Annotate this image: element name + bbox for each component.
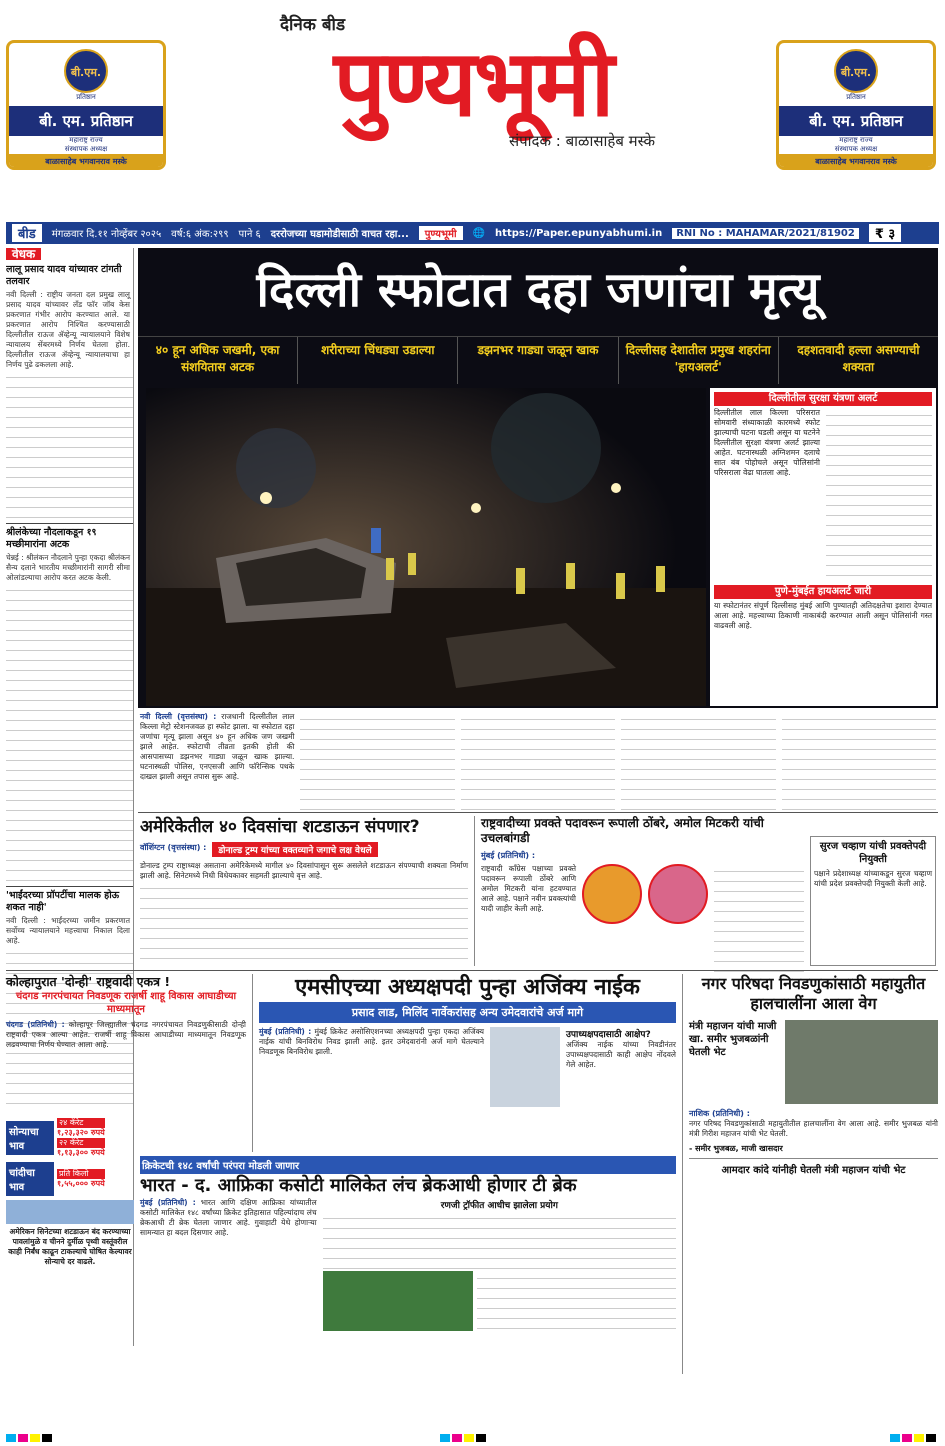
subhead: शरीराच्या चिंधड्या उडाल्या xyxy=(298,337,458,384)
story-text-continued xyxy=(6,370,133,520)
sidebar-title: दिल्लीतील सुरक्षा यंत्रणा अलर्ट xyxy=(714,392,932,406)
person-photo xyxy=(582,864,642,924)
website-link[interactable]: https://Paper.epunyabhumi.in xyxy=(495,227,663,239)
silver-label: चांदीचा भाव xyxy=(6,1162,54,1196)
lead-sidebar xyxy=(710,388,936,706)
globe-icon: 🌐 xyxy=(472,227,486,239)
story-dateline: चंदगड (प्रतिनिधी) : xyxy=(6,1020,65,1029)
subhead: डझनभर गाड्या जळून खाक xyxy=(458,337,618,384)
story-text: राष्ट्रवादी काँग्रेस पक्षाच्या प्रवक्ते पदावरून रूपाली ठोंबरे आणि अमोल मिटकरी यांना हटवण्यात आले आहे. पक्षाने नवीन प्रवक्त्यांची यादी जाहीर केली आहे. xyxy=(481,864,576,913)
gold-silver-rates xyxy=(6,1118,134,1348)
sidebar-title: पुणे-मुंबईत हायअलर्ट जारी xyxy=(714,585,932,599)
story-headline[interactable]: कोल्हापुरात 'दोन्ही' राष्ट्रवादी एकत्र ! xyxy=(6,974,171,989)
person-photo xyxy=(648,864,708,924)
story-headline[interactable]: एमसीएच्या अध्यक्षपदी पुन्हा अजिंक्य नाईक xyxy=(295,975,640,1000)
dateline-logo: पुण्यभूमी xyxy=(419,226,463,240)
us-shutdown-story xyxy=(140,816,468,966)
dateline-teaser: दररोजच्या घडामोडीसाठी वाचत रहा... xyxy=(270,229,409,240)
story-dateline: वॉशिंग्टन (वृत्तसंस्था) : xyxy=(140,843,207,852)
lead-subheads xyxy=(138,336,938,384)
suraj-chavan-story xyxy=(810,836,936,966)
photo-caption: मंत्री महाजन यांची माजी खा. समीर भुजबळांनी घेतली भेट xyxy=(689,1021,777,1058)
story-text: चेन्नई : श्रीलंकन नौदलाने पुन्हा एकदा श्रीलंकन सैन्य दलाने भारतीय मच्छीमारांनी सागरी सीमा ओलांडल्याचा आरोप करत अटक केली. xyxy=(6,553,130,582)
dateline-date: मंगळवार दि.११ नोव्हेंबर २०२५ xyxy=(51,229,162,240)
box-text: अजिंक्य नाईक यांच्या निवडीनंतर उपाध्यक्षपदासाठी काही आक्षेप नोंदवले गेले आहेत. xyxy=(566,1040,676,1069)
subhead: दिल्लीसह देशातील प्रमुख शहरांना 'हायअलर्ट' xyxy=(619,337,779,384)
story-headline[interactable]: अमेरिकेतील ४० दिवसांचा शटडाऊन संपणार? xyxy=(140,817,420,837)
stadium-photo xyxy=(323,1271,473,1331)
sidebar-text: या स्फोटानंतर संपूर्ण दिल्लीसह मुंबई आणि पुण्यातही अतिदक्षतेचा इशारा देण्यात आला आहे. महत्त्वाच्या ठिकाणी नाकाबंदी करण्यात आली असून पोलिसांनी गस्त वाढवली आहे. xyxy=(714,601,932,630)
masthead-title: पुण्यभूमी xyxy=(333,29,612,137)
box-headline: उपाध्यक्षपदासाठी आक्षेप? xyxy=(566,1030,651,1040)
blast-scene-photo xyxy=(146,388,706,706)
cricket-story xyxy=(140,1156,676,1346)
person-photo xyxy=(490,1027,560,1107)
story-text: नवी दिल्ली : राष्ट्रीय जनता दल प्रमुख लालू प्रसाद यादव यांच्यावर लँड फॉर जॉब केस प्रकरणात गंभीर आरोप करण्यात आले. या प्रकरणात आरोप निश्चित करण्यासाठी दिल्लीतील राऊज ॲव्हेन्यू न्यायालयाने विशेष न्यायालय सेंबरमध्ये निर्णय घेतला होता. दिल्लीतील राऊज ॲव्हेन्यू न्यायालयाचा हा निर्णय पुढे ढकलला आहे. xyxy=(6,290,130,369)
badge-name: बी. एम. प्रतिष्ठान xyxy=(779,106,933,136)
story-text: पक्षाने प्रदेशाध्यक्ष यांच्याकडून सुरज चव्हाण यांची प्रदेश प्रवक्तेपदी नियुक्ती केली आहे. xyxy=(814,869,932,888)
story-text: भारत आणि दक्षिण आफ्रिका यांच्यातील कसोटी मालिकेत १४८ वर्षांच्या क्रिकेट इतिहासात पहिल्यांदाच लंच ब्रेकआधी टी ब्रेक घेतला जाणार आहे. गुवाहाटी येथे होणाऱ्या सामन्यात हा बदल दिसणार आहे. xyxy=(140,1198,317,1237)
story-text: मुंबई क्रिकेट असोसिएशनच्या अध्यक्षपदी पुन्हा एकदा अजिंक्य नाईक यांची बिनविरोध निवड झाली आहे. इतर उमेदवारांनी अर्ज मागे घेतल्याने निवडणूक बिनविरोध झाली. xyxy=(259,1027,485,1056)
box-headline: आमदार कांदे यांनीही घेतली मंत्री महाजन यांची भेट xyxy=(689,1158,938,1176)
story-subhead: प्रसाद लाड, मिलिंद नार्वेकरांसह अन्य उमेदवारांचे अर्ज मागे xyxy=(259,1002,676,1023)
sidebar-text xyxy=(714,408,932,583)
badge-right xyxy=(776,40,936,170)
story-title[interactable]: 'भाईंदरच्या प्रॉपर्टीचा मालक होऊ शकत नाही' xyxy=(6,886,133,914)
masthead-tagline: दैनिक बीड xyxy=(280,15,346,35)
gold-label: सोन्याचा भाव xyxy=(6,1121,54,1155)
badge-left xyxy=(6,40,166,170)
badge-state: महाराष्ट्र राज्य xyxy=(69,136,103,144)
sidebar-text-col xyxy=(826,408,932,583)
crown-emblem-icon: बी.एम. xyxy=(64,49,108,93)
crown-emblem-icon: बी.एम. xyxy=(834,49,878,93)
print-color-marks xyxy=(440,1434,486,1442)
story-text: कोल्हापूर जिल्ह्यातील चंदगड नगरपंचायत निवडणुकीसाठी दोन्ही राष्ट्रवादी एकत्र आल्या आहेत. राजर्षी शाहू विकास आघाडीच्या माध्यमातून निवडणूक लढवण्याचा निर्णय घेण्यात आला आहे. xyxy=(6,1020,246,1049)
badge-founder: बाळासाहेब भगवानराव मस्के xyxy=(9,154,163,169)
rni-number: RNI No : MAHAMAR/2021/81902 xyxy=(672,228,859,239)
story-kicker: क्रिकेटची १४८ वर्षांची परंपरा मोडली जाणार xyxy=(140,1156,676,1174)
silver-unit: प्रति किलो xyxy=(57,1169,105,1179)
gold-note: अमेरिकन सिनेटच्या शटडाऊन बंद करण्याच्या पावलांमुळे व चीनने दुर्मीळ पृथ्वी वस्तूंवरील काही निर्बंध काढून टाकल्याचे घोषित केल्यावर सोन्याचे दर वाढले. xyxy=(8,1227,132,1266)
story-text: नगर परिषद निवडणुकांसाठी महायुतीतील हालचालींना वेग आला आहे. समीर भुजबळ यांनी मंत्री गिरीश महाजन यांची भेट घेतली. xyxy=(689,1119,938,1138)
story-text: नवी दिल्ली : भाईंदरच्या जमीन प्रकरणात सर्वोच्च न्यायालयाने महत्त्वाचा निकाल दिला आहे. xyxy=(6,916,130,945)
story-text-continued xyxy=(140,881,468,961)
story-title[interactable]: लालू प्रसाद यादव यांच्यावर टांगती तलवार xyxy=(6,264,122,287)
lead-body xyxy=(140,712,936,810)
badge-founder-title: संस्थापक अध्यक्ष xyxy=(834,145,878,153)
lead-body-col xyxy=(782,712,936,810)
story-text-continued xyxy=(323,1211,676,1271)
story-headline[interactable]: राष्ट्रवादीच्या प्रवक्ते पदावरून रूपाली ठोंबरे, अमोल मिटकरी यांची उचलबांगडी xyxy=(481,816,764,845)
story-subhead: रणजी ट्रॉफीत आधीच झालेला प्रयोग xyxy=(440,1201,558,1211)
lead-body-col xyxy=(461,712,615,810)
print-color-marks xyxy=(890,1434,936,1442)
story-text-continued xyxy=(714,864,804,974)
silver-price: १,५५,००० रुपये xyxy=(57,1179,105,1188)
badge-founder: बाळासाहेब भगवानराव मस्के xyxy=(779,154,933,169)
story-text-continued xyxy=(6,583,133,883)
gold-carat-22: २२ कॅरेट xyxy=(57,1138,105,1148)
story-dateline: मुंबई (प्रतिनिधी) : xyxy=(140,1198,196,1207)
ncp-spokesperson-story xyxy=(474,816,804,966)
sidebar-text-col: दिल्लीतील लाल किल्ला परिसरात सोमवारी संध्याकाळी कारमध्ये स्फोट झाल्याची घटना घडली असून या घटनेने दिल्लीतील सुरक्षा यंत्रणा अलर्ट झाल्या आहेत. घटनास्थळी अग्निशमन दलाचे सात बंब पोहोचले असून पोलिसांनी परिसराला वेढा घातला आहे. xyxy=(714,408,820,477)
print-color-marks xyxy=(6,1434,52,1442)
story-title[interactable]: श्रीलंकेच्या नौदलाकडून १९ मच्छीमारांना अटक xyxy=(6,523,133,551)
kolhapur-story xyxy=(6,974,246,1114)
story-text-continued xyxy=(477,1271,676,1331)
badge-emblem-sub: प्रतिष्ठान xyxy=(846,93,866,101)
lead-dateline: नवी दिल्ली (वृत्तसंस्था) : xyxy=(140,712,217,721)
story-headline[interactable]: भारत - द. आफ्रिका कसोटी मालिकेत लंच ब्रेकआधी होणार टी ब्रेक xyxy=(140,1175,577,1196)
story-subhead: डोनाल्ड ट्रम्प यांच्या वक्तव्याने जगाचे लक्ष वेधले xyxy=(212,842,377,857)
subhead: ४० हून अधिक जखमी, एका संशयितास अटक xyxy=(138,337,298,384)
subhead: दहशतवादी हल्ला असण्याची शक्यता xyxy=(797,343,920,374)
gold-price-22: १,१३,३०० रुपये xyxy=(57,1148,105,1157)
lead-body-col xyxy=(300,712,454,810)
mca-story xyxy=(252,974,676,1152)
badge-name: बी. एम. प्रतिष्ठान xyxy=(9,106,163,136)
dateline-bar xyxy=(6,222,939,244)
lead-headline[interactable]: दिल्ली स्फोटात दहा जणांचा मृत्यू xyxy=(256,262,820,318)
section-tag: वेधक xyxy=(6,248,41,260)
meeting-photo xyxy=(785,1020,938,1104)
story-text: डोनाल्ड ट्रम्प राष्ट्राध्यक्ष असताना अमेरिकेमध्ये मागील ४० दिवसांपासून सुरू असलेले शटडाऊन संपण्याची शक्यता निर्माण झाली आहे. सिनेटमध्ये निधी विधेयकावर सहमती झाल्याचे वृत्त आहे. xyxy=(140,861,468,880)
lead-body-text: राजधानी दिल्लीतील लाल किल्ला मेट्रो स्टेशनजवळ हा स्फोट झाला. या स्फोटात दहा जणांचा मृत्यू झाला असून ४० हून अधिक जण जखमी झाले आहेत. स्फोटाची तीव्रता इतकी होती की आसपासच्या डझनभर गाड्या जळून खाक झाल्या. घटनास्थळी पोलिस, एनएसजी आणि फॉरेन्सिक पथके दाखल झाली असून तपास सुरू आहे. xyxy=(140,712,295,781)
story-headline[interactable]: नगर परिषदा निवडणुकांसाठी महायुतीत हालचालींना आला वेग xyxy=(701,974,926,1013)
dateline-volume: वर्ष:६ अंक:२९९ xyxy=(171,229,229,240)
dateline-city: बीड xyxy=(12,224,42,242)
gold-price-24: १,२३,३२० रुपये xyxy=(57,1128,105,1137)
story-headline[interactable]: सुरज चव्हाण यांची प्रवक्तेपदी नियुक्ती xyxy=(819,841,927,865)
stock-market-graphic xyxy=(6,1200,134,1224)
quote-author: - समीर भुजबळ, माजी खासदार xyxy=(689,1144,783,1153)
masthead xyxy=(250,12,695,151)
story-dateline: मुंबई (प्रतिनिधी) : xyxy=(481,851,536,860)
story-dateline: मुंबई (प्रतिनिधी) : xyxy=(259,1027,312,1036)
gold-carat-24: २४ कॅरेट xyxy=(57,1118,105,1128)
badge-emblem-sub: प्रतिष्ठान xyxy=(76,93,96,101)
story-dateline: नाशिक (प्रतिनिधी) : xyxy=(689,1109,750,1118)
masthead-editor: संपादक : बाळासाहेब मस्के xyxy=(508,132,655,150)
badge-state: महाराष्ट्र राज्य xyxy=(839,136,873,144)
nagar-parishad-story xyxy=(682,974,938,1374)
dateline-pages: पाने ६ xyxy=(238,229,261,240)
story-subhead: चंदगड नगरपंचायत निवडणूक राजर्षी शाहू विकास आघाडीच्या माध्यमातून xyxy=(15,991,237,1015)
badge-founder-title: संस्थापक अध्यक्ष xyxy=(64,145,108,153)
lead-body-col xyxy=(621,712,775,810)
price: ₹ ३ xyxy=(869,224,901,242)
